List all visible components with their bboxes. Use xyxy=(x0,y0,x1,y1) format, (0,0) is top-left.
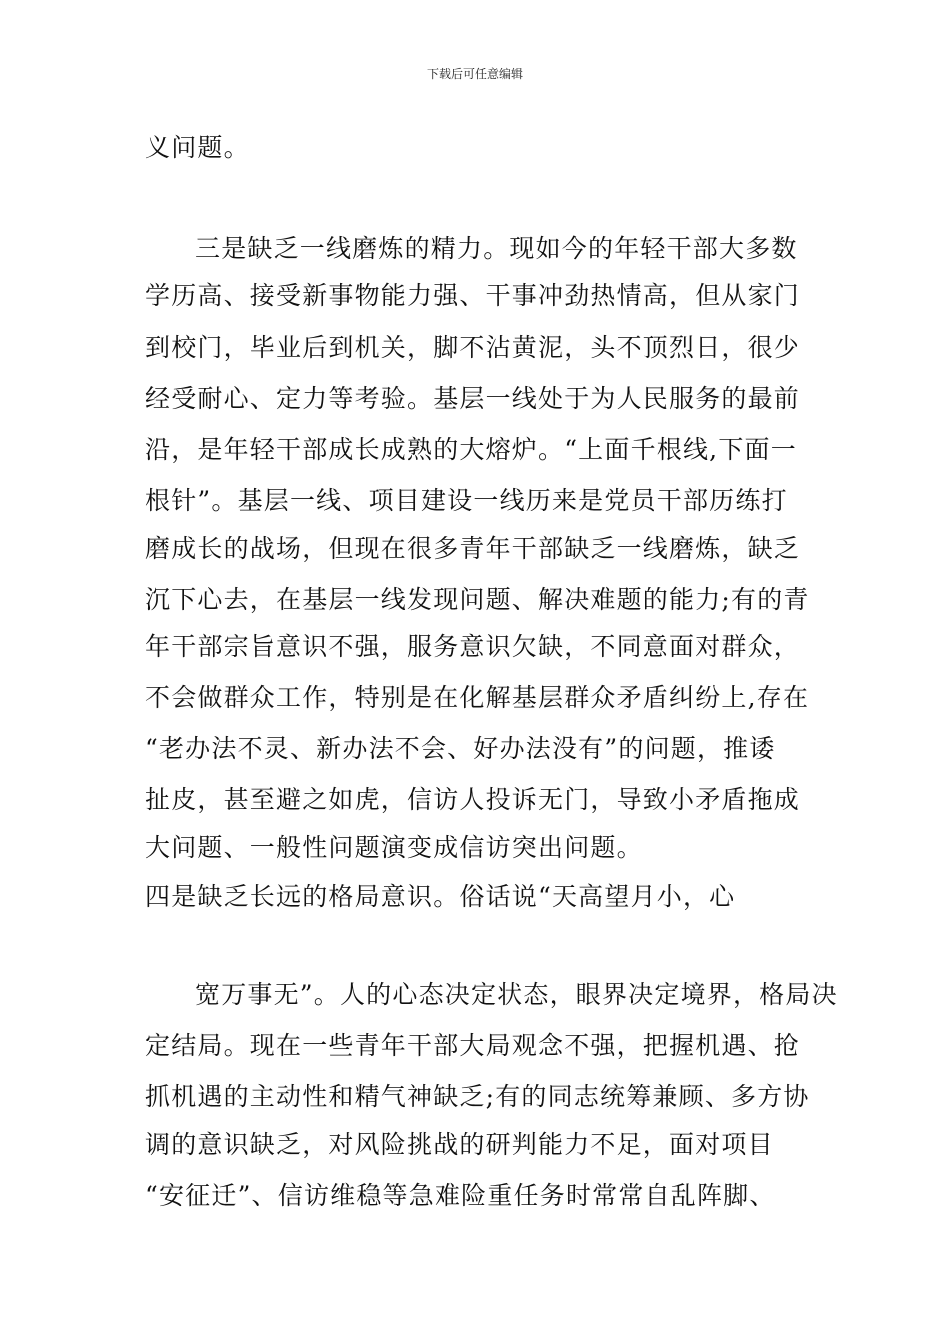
text-line: 义问题。 xyxy=(145,133,250,162)
text-line: 扯皮，甚至避之如虎，信访人投诉无门，导致小矛盾拖成 xyxy=(145,785,801,814)
text-line: 年干部宗旨意识不强，服务意识欠缺，不同意面对群众， xyxy=(145,632,801,661)
text-line: “老办法不灵、新办法不会、好办法没有”的问题，推诿 xyxy=(145,734,776,763)
text-line: 沉下心去，在基层一线发现问题、解决难题的能力;有的青 xyxy=(145,585,810,614)
text-line: 宽万事无”。人的心态决定状态，眼界决定境界，格局决 xyxy=(195,980,838,1009)
text-line: 沿，是年轻干部成长成熟的大熔炉。“上面千根线,下面一 xyxy=(145,435,797,464)
text-line: 三是缺乏一线磨炼的精力。现如今的年轻干部大多数 xyxy=(195,234,798,263)
text-line: 不会做群众工作，特别是在化解基层群众矛盾纠纷上,存在 xyxy=(145,683,810,712)
text-line: 磨成长的战场，但现在很多青年干部缺乏一线磨炼，缺乏 xyxy=(145,534,801,563)
page-header: 下载后可任意编辑 xyxy=(426,67,523,81)
text-line: 到校门，毕业后到机关，脚不沾黄泥，头不顶烈日，很少 xyxy=(145,333,801,362)
text-line: 定结局。现在一些青年干部大局观念不强，把握机遇、抢 xyxy=(145,1031,801,1060)
text-line: “安征迁”、信访维稳等急难险重任务时常常自乱阵脚、 xyxy=(145,1181,776,1210)
text-line: 大问题、一般性问题演变成信访突出问题。 xyxy=(145,833,643,862)
text-line: 四是缺乏长远的格局意识。俗话说“天高望月小，心 xyxy=(145,882,736,911)
text-line: 经受耐心、定力等考验。基层一线处于为人民服务的最前 xyxy=(145,384,801,413)
text-line: 学历高、接受新事物能力强、干事冲劲热情高，但从家门 xyxy=(145,281,801,310)
text-line: 调的意识缺乏，对风险挑战的研判能力不足，面对项目 xyxy=(145,1130,774,1159)
text-line: 根针”。基层一线、项目建设一线历来是党员干部历练打 xyxy=(145,486,788,515)
text-line: 抓机遇的主动性和精气神缺乏;有的同志统筹兼顾、多方协 xyxy=(145,1082,810,1111)
